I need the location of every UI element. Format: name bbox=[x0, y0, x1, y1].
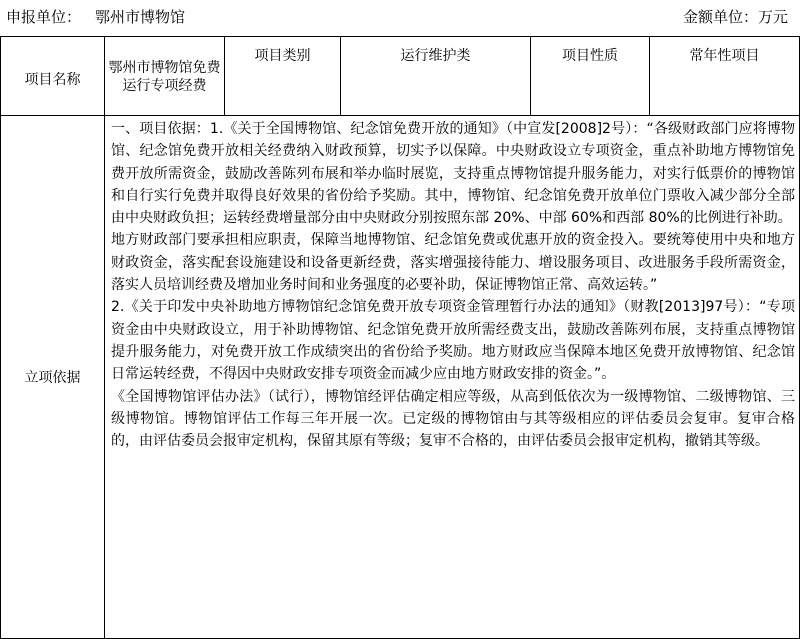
form-header bbox=[0, 0, 800, 36]
basis-paragraph: 地方财政部门要承担相应职责，保障当地博物馆、纪念馆免费或优惠开放的资金投入。要统筹使用中央和地方财政资金，落实配套设施建设和设备更新经费，落实增强接待能力、增设服务项目、改进服务手段所需资金，落实人员培训经费及增加业务时间和业务强度的必要补助，保证博物馆正常、高效运转。” bbox=[111, 232, 795, 294]
project-nature-value: 常年性项目 bbox=[650, 37, 800, 116]
project-nature-label: 项目性质 bbox=[531, 37, 650, 116]
project-basis-label: 立项依据 bbox=[1, 116, 105, 639]
project-info-row bbox=[1, 37, 800, 116]
declaring-unit-label: 申报单位： bbox=[6, 8, 82, 26]
declaring-unit-value: 鄂州市博物馆 bbox=[95, 8, 186, 26]
basis-paragraph: 2.《关于印发中央补助地方博物馆纪念馆免费开放专项资金管理暂行办法的通知》（财教[2013]97号）：“专项资金由中央财政设立，用于补助博物馆、纪念馆免费开放所需经费支出，鼓励改善陈列布展，支持重点博物馆提升服务能力，对免费开放工作成绩突出的省份给予奖励。地方财政应当保障本地区免费开放博物馆、纪念馆日常运转经费，不得因中央财政安排专项资金而减少应由地方财政安排的资金。”。 bbox=[111, 299, 795, 383]
project-category-label: 项目类别 bbox=[225, 37, 341, 116]
project-category-value: 运行维护类 bbox=[341, 37, 531, 116]
project-basis-content bbox=[105, 116, 800, 639]
amount-unit bbox=[683, 6, 788, 27]
basis-paragraph: 《全国博物馆评估办法》（试行），博物馆经评估确定相应等级，从高到低依次为一级博物馆、二级博物馆、三级博物馆。博物馆评估工作每三年开展一次。已定级的博物馆由与其等级相应的评估委员会复审。复审合格的，由评估委员会报审定机构，保留其原有等级；复审不合格的，由评估委员会报审定机构，撤销其等级。 bbox=[111, 388, 795, 450]
amount-unit-value: 万元 bbox=[757, 8, 788, 26]
amount-unit-label: 金额单位： bbox=[682, 8, 758, 26]
project-table bbox=[0, 36, 800, 639]
project-name-value: 鄂州市博物馆免费运行专项经费 bbox=[105, 37, 225, 116]
project-name-label: 项目名称 bbox=[1, 37, 105, 116]
project-basis-row bbox=[1, 116, 800, 639]
declaring-unit bbox=[6, 6, 185, 27]
basis-paragraph: 一、项目依据：1.《关于全国博物馆、纪念馆免费开放的通知》（中宣发[2008]2号）：“各级财政部门应将博物馆、纪念馆免费开放相关经费纳入财政预算，切实予以保障。中央财政设立专项资金，重点补助地方博物馆免费开放所需资金，鼓励改善陈列布展和举办临时展览，支持重点博物馆提升服务能力，对实行低票价的博物馆和自行实行免费并取得良好效果的省份给予奖励。其中，博物馆、纪念馆免费开放单位门票收入减少部分全部由中央财政负担；运转经费增量部分由中央财政分别按照东部 20%、中部 60%和西部 80%的比例进行补助。 bbox=[111, 121, 795, 227]
